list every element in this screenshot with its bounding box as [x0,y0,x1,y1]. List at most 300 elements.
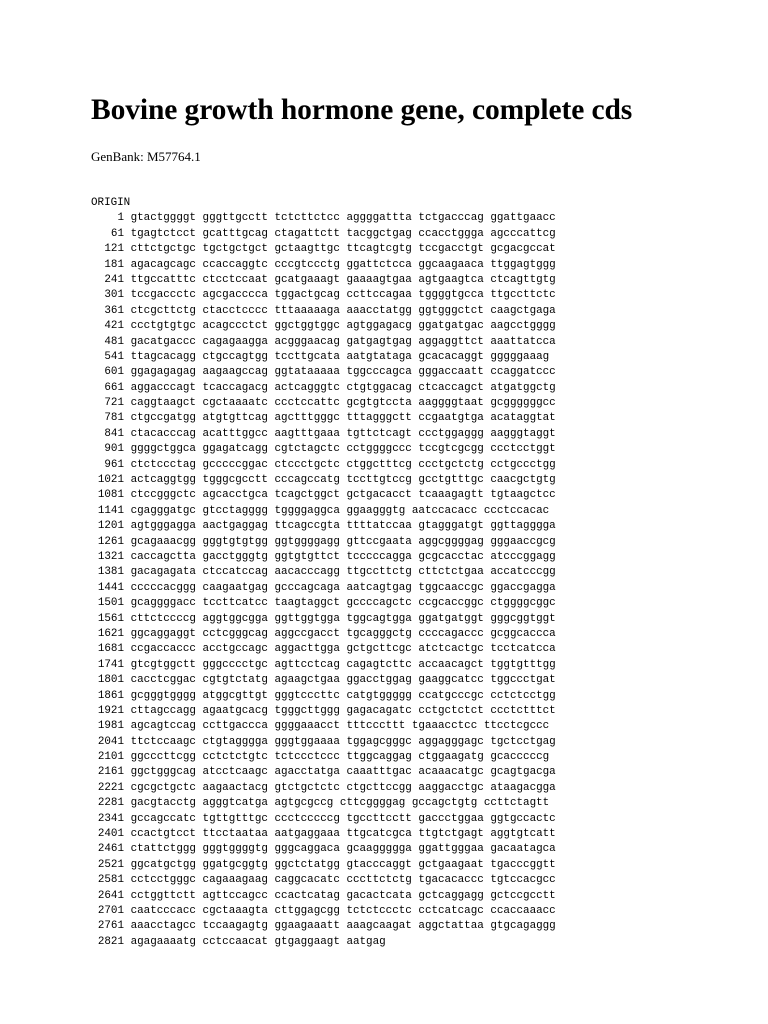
sequence-chunk: tcagctggct [274,489,340,502]
sequence-chunk: ggttggtgga [274,612,340,625]
sequence-chunk: aactgaggag [202,520,268,533]
sequence-chunk: agcacctgca [202,489,268,502]
sequence-chunk: gacatgaccc [130,335,196,348]
sequence-row [91,519,556,534]
sequence-chunk: taagtaggct [274,597,340,610]
sequence-row [91,304,556,319]
sequence-chunk: ggttagggga [490,520,556,533]
sequence-chunk: tgttctcagt [346,427,412,440]
sequence-row [91,488,556,503]
sequence-chunk: ttctccaagc [130,735,196,748]
sequence-chunk: tgacacaccc [418,874,484,887]
sequence-position: 781 [104,412,124,425]
sequence-chunk: ccctccattc [274,397,340,410]
sequence-chunk: ggagagagag [130,366,196,379]
sequence-row [91,288,556,303]
sequence-position: 721 [104,397,124,410]
sequence-row [91,365,556,380]
sequence-chunk: ggcccttcgg [130,751,196,764]
sequence-chunk: cttctctgaa [418,566,484,579]
sequence-chunk: ggacctggag [346,674,412,687]
sequence-chunk: aggcggggag [418,535,484,548]
sequence-position: 2701 [97,904,124,917]
sequence-chunk: tttagggctt [346,412,412,425]
sequence-position: 361 [104,304,124,317]
sequence-chunk: ggagatcagg [202,443,268,456]
sequence-chunk: agacagcagc [130,258,196,271]
accession-number: GenBank: M57764.1 [91,149,201,164]
sequence-chunk: cccagccatg [274,474,340,487]
sequence-chunk: ccaccaggtc [202,258,268,271]
sequence-chunk: gggggaaag [490,350,550,363]
sequence-chunk: ttcagccgta [274,520,340,533]
sequence-chunk: aacacccagg [274,566,340,579]
sequence-chunk: cctgctctct [418,704,484,717]
sequence-chunk: gcggcaccca [490,627,556,640]
sequence-chunk: tgcagggctg [346,627,412,640]
sequence-chunk: ggcaagaaca [418,258,484,271]
sequence-position: 181 [104,258,124,271]
sequence-chunk: atgatggctg [490,381,556,394]
sequence-chunk: ctcaccagct [418,381,484,394]
sequence-chunk: tctccctccc [274,751,340,764]
sequence-chunk: ccctcccccg [274,812,340,825]
sequence-chunk: tgccttcctt [346,812,412,825]
sequence-chunk: ggtggggagg [274,535,340,548]
sequence-row [91,935,556,950]
sequence-chunk: gtgcagaggg [490,920,556,933]
sequence-chunk: gctgaagaat [418,858,484,871]
sequence-chunk: aggagggagc [418,735,484,748]
sequence-chunk: tctctccctc [346,904,412,917]
sequence-chunk: acctgccagc [202,643,268,656]
sequence-position: 1321 [97,550,124,563]
sequence-chunk: gcgggtgggg [130,689,196,702]
sequence-chunk: aatccacacc [411,504,478,517]
sequence-chunk: aagaactacg [202,781,268,794]
sequence-chunk: tggcagtgga [346,612,412,625]
sequence-chunk: cctgccctgg [490,458,556,471]
sequence-row [91,350,556,365]
sequence-chunk: ttgccttctc [490,289,556,302]
sequence-position: 2761 [97,920,124,933]
sequence-chunk: aaggacctgc [418,781,484,794]
sequence-row [91,873,556,888]
sequence-position: 1801 [97,674,124,687]
sequence-chunk: tggagcgggc [346,735,412,748]
sequence-row [91,889,556,904]
sequence-chunk: gcgcacctac [418,550,484,563]
sequence-position: 301 [104,289,124,302]
sequence-position: 1021 [97,474,124,487]
sequence-chunk: ccacctggga [418,227,484,240]
sequence-chunk: aatcagtgag [346,581,412,594]
sequence-chunk: tccttgtccg [346,474,412,487]
sequence-row [91,904,556,919]
sequence-chunk: gctgcttcgc [346,643,412,656]
sequence-chunk: ggctggtggc [274,320,340,333]
sequence-chunk: agcgacccca [202,289,268,302]
sequence-chunk: actcaggtgg [130,474,196,487]
sequence-chunk: ccctggaggg [418,427,484,440]
sequence-chunk: ccaccaaacc [490,904,556,917]
sequence-chunk: accatcccgg [490,566,556,579]
sequence-position: 1 [117,212,124,225]
sequence-chunk: gggcccctgc [202,658,268,671]
sequence-chunk: ataagacgga [490,781,556,794]
sequence-chunk: gcaaggggga [346,843,412,856]
sequence-chunk: tgctcctgag [490,735,556,748]
sequence-chunk: ggattctcca [346,258,412,271]
sequence-row [91,211,556,226]
sequence-chunk: caggtaagct [130,397,196,410]
sequence-chunk: gggtgtgtgg [202,535,268,548]
sequence-chunk: aggggattta [346,212,412,225]
sequence-position: 1081 [97,489,124,502]
sequence-chunk: gcacacaggt [418,350,484,363]
sequence-row [91,658,556,673]
sequence-chunk: ttcctaataa [202,828,268,841]
sequence-position: 961 [104,458,124,471]
sequence-chunk: gcgacgccat [490,243,556,256]
sequence-chunk: gaaggcatcc [418,674,484,687]
sequence-chunk: cctctcctgg [490,689,556,702]
sequence-chunk: gccagccatc [130,812,196,825]
sequence-row [91,242,556,257]
sequence-chunk: actcagggtc [274,381,340,394]
sequence-chunk: agaatgcacg [202,704,268,717]
sequence-chunk: aaattatcca [490,335,556,348]
sequence-chunk: ctccgggctc [130,489,196,502]
sequence-position: 2821 [97,935,124,948]
sequence-chunk: cagagtcttc [346,658,412,671]
sequence-chunk: aagcctgggg [490,320,556,333]
sequence-chunk: atctcactgc [418,643,484,656]
sequence-chunk: gacaatagca [490,843,556,856]
sequence-chunk: ccctccacac [483,504,550,517]
sequence-chunk: ggcaggaggt [130,627,196,640]
sequence-chunk: ctctccctag [130,458,196,471]
sequence-chunk: cagaaagaag [202,874,268,887]
sequence-chunk: aggtgtcatt [490,828,556,841]
sequence-chunk: ctcctccaat [202,273,268,286]
sequence-chunk: ctgccgatgg [130,412,196,425]
sequence-chunk: ccccagaccc [418,627,484,640]
sequence-chunk: cgtctagctc [274,443,340,456]
sequence-chunk: tgctgctgct [202,243,268,256]
sequence-chunk: ctgtagggga [202,735,268,748]
sequence-position: 2101 [97,751,124,764]
sequence-chunk: aagggtaggt [490,427,556,440]
sequence-row [91,642,556,657]
sequence-position: 1261 [97,535,124,548]
sequence-chunk: tttcccttt [346,720,406,733]
sequence-chunk: ccaggatccc [490,366,556,379]
sequence-chunk: tctcttctcc [274,212,340,225]
sequence-chunk: gggtggaaaa [274,735,340,748]
sequence-chunk: ggattgaacc [490,212,556,225]
sequence-chunk: ggggaaacct [274,720,340,733]
sequence-chunk: agtgggagga [130,520,196,533]
sequence-chunk: ggaagaaatt [274,920,340,933]
sequence-position: 661 [104,381,124,394]
sequence-chunk: cgcgctgctc [130,781,196,794]
sequence-chunk: aggccgacct [274,627,340,640]
sequence-chunk: acaaacatgc [418,766,484,779]
sequence-chunk: gtctgctctc [274,781,340,794]
sequence-row [91,596,556,611]
sequence-row [91,750,556,765]
sequence-chunk: atggcgttgt [202,689,268,702]
sequence-position: 2401 [97,828,124,841]
sequence-position: 1681 [97,643,124,656]
sequence-position: 1561 [97,612,124,625]
sequence-chunk: cgctaaaatc [202,397,268,410]
sequence-chunk: agcagtccag [130,720,196,733]
sequence-chunk: cctcgggcag [202,627,268,640]
sequence-chunk: ccactgtcct [130,828,196,841]
sequence-row [91,919,556,934]
sequence-chunk: acagccctct [202,320,268,333]
sequence-position: 2461 [97,843,124,856]
sequence-chunk: ctacacccag [130,427,196,440]
sequence-chunk: ctgccagtgg [202,350,268,363]
sequence-chunk: tctgacccag [418,212,484,225]
sequence-chunk: cttagccagg [130,704,196,717]
sequence-row [91,842,556,857]
sequence-chunk: ggggctggca [130,443,196,456]
sequence-chunk: ttttatccaa [346,520,412,533]
sequence-row [91,627,556,642]
sequence-chunk: agtgcgccg [274,797,334,810]
sequence-chunk: acataggtat [490,412,556,425]
sequence-chunk: ggatgcggtg [202,858,268,871]
sequence-position: 1201 [97,520,124,533]
sequence-chunk: aaacctagcc [130,920,196,933]
sequence-position: 481 [104,335,124,348]
sequence-chunk: tggactgcag [274,289,340,302]
sequence-chunk: cacctcggac [130,674,196,687]
sequence-chunk: ccctgtgtgc [130,320,196,333]
sequence-chunk: agttcctcag [274,658,340,671]
sequence-chunk: gcccccggac [202,458,268,471]
sequence-position: 61 [110,227,124,240]
sequence-row [91,612,556,627]
sequence-row [91,258,556,273]
sequence-chunk: cgtgtctatg [202,674,268,687]
sequence-row [91,381,556,396]
sequence-chunk: agtgaagtca [418,273,484,286]
sequence-chunk: tccaagagtg [202,920,268,933]
sequence-position: 1381 [97,566,124,579]
sequence-chunk: caaatttgac [346,766,412,779]
sequence-chunk: gcctgtttgc [418,474,484,487]
sequence-chunk: cttggagcgg [274,904,340,917]
sequence-chunk: aaacctatgg [346,304,412,317]
sequence-chunk: gggttgcctt [202,212,268,225]
sequence-row [91,227,556,242]
sequence-chunk: ccctcctggt [490,443,556,456]
sequence-chunk: gggtcccttc [274,689,340,702]
sequence-chunk: aagtttgaaa [274,427,340,440]
sequence-chunk: aggaggttct [418,335,484,348]
sequence-position: 1141 [97,504,124,517]
sequence-chunk: tttaaaaaga [274,304,340,317]
sequence-chunk: gctcaggagg [418,889,484,902]
sequence-chunk: tggggaggca [274,504,340,517]
sequence-chunk: tccttgcata [274,350,340,363]
sequence-chunk: aaggggtaat [418,397,484,410]
sequence-chunk: ccgaatgtga [418,412,484,425]
sequence-chunk: ctcagttgtg [490,273,556,286]
sequence-chunk: ctggaagatg [418,751,484,764]
sequence-chunk: acatttggcc [202,427,268,440]
sequence-chunk: ctccctgctc [274,458,340,471]
sequence-row [91,812,556,827]
sequence-chunk: tgttgtttgc [202,812,268,825]
sequence-chunk: cctcctgggc [130,874,196,887]
sequence-chunk: cttctgctgc [130,243,196,256]
sequence-chunk: cctggggccc [346,443,412,456]
sequence-chunk: ttgccatttc [130,273,196,286]
sequence-position: 121 [104,243,124,256]
sequence-chunk: ggcatgctgg [130,858,196,871]
sequence-chunk: atgtgttcag [202,412,268,425]
sequence-chunk: tcccccagga [346,550,412,563]
sequence-chunk: gcgtgtccta [346,397,412,410]
sequence-chunk: gcagtgacga [490,766,556,779]
sequence-chunk: acgggaacag [274,335,340,348]
sequence-row [91,689,556,704]
sequence-position: 2281 [97,797,124,810]
sequence-position: 2581 [97,874,124,887]
sequence-position: 1741 [97,658,124,671]
sequence-position: 241 [104,273,124,286]
sequence-chunk: cgagggatgc [130,504,196,517]
sequence-chunk: gcagaaacgg [130,535,196,548]
sequence-chunk: tggggtgcca [418,289,484,302]
sequence-chunk: ccttctagtt [483,797,550,810]
sequence-chunk: agcccattcg [490,227,556,240]
sequence-chunk: ctacctcccc [202,304,268,317]
sequence-position: 2041 [97,735,124,748]
sequence-chunk: gctccgcctt [490,889,556,902]
sequence-chunk: ggaccgagga [490,581,556,594]
sequence-chunk: caatcccacc [130,904,196,917]
sequence-chunk: ggatgatggt [418,612,484,625]
sequence-chunk: tgtccacgcc [490,874,556,887]
sequence-chunk: gagacagatc [346,704,412,717]
sequence-chunk: cctccaacat [202,935,268,948]
sequence-chunk: caagaatgag [202,581,268,594]
sequence-chunk: cctcatcagc [418,904,484,917]
sequence-chunk: gcacccccg [490,751,550,764]
sequence-chunk: tcaccagacg [202,381,268,394]
sequence-chunk: ggaagggtg [346,504,406,517]
sequence-chunk: tgtaagctcc [490,489,556,502]
sequence-chunk: tcaaagagtt [418,489,484,502]
sequence-chunk: atcccggagg [490,550,556,563]
sequence-chunk: gtactggggt [130,212,196,225]
sequence-chunk: cctggttctt [130,889,196,902]
sequence-position: 1621 [97,627,124,640]
sequence-chunk: aatgtataga [346,350,412,363]
sequence-chunk: ccctgctctg [418,458,484,471]
sequence-chunk: ggtgccactc [490,812,556,825]
sequence-chunk: gcggggggcc [490,397,556,410]
sequence-row [91,858,556,873]
origin-label: ORIGIN [91,197,131,209]
sequence-row [91,473,556,488]
sequence-chunk: gtcctagggg [202,504,268,517]
sequence-chunk: agctttgggc [274,412,340,425]
sequence-position: 1981 [97,720,124,733]
sequence-chunk: gacagagata [130,566,196,579]
sequence-row [91,427,556,442]
sequence-chunk: aagaagccag [202,366,268,379]
sequence-chunk: cgctaaagta [202,904,268,917]
sequence-chunk: tggccctgat [490,674,556,687]
sequence-chunk: cttcggggag [339,797,406,810]
sequence-row [91,673,556,688]
sequence-chunk: caacgctgtg [490,474,556,487]
sequence-chunk: agagaaaatg [130,935,196,948]
sequence-chunk: gctaagttgc [274,243,340,256]
sequence-chunk: tgaaacctcc [411,720,478,733]
sequence-chunk: agtggagacg [346,320,412,333]
sequence-position: 421 [104,320,124,333]
sequence-chunk: tccgtcgcgg [418,443,484,456]
sequence-chunk: gcaggggacc [130,597,196,610]
sequence-row [91,781,556,796]
sequence-position: 2161 [97,766,124,779]
sequence-chunk: agttccagcc [202,889,268,902]
sequence-chunk: tgggcttggg [274,704,340,717]
sequence-position: 601 [104,366,124,379]
sequence-chunk: gggaaccgcg [490,535,556,548]
sequence-chunk: ctgtggacag [346,381,412,394]
sequence-chunk: tccttcatcc [202,597,268,610]
sequence-chunk: ctccatccag [202,566,268,579]
sequence-chunk: agggtcatga [202,797,268,810]
sequence-chunk: gacactcata [346,889,412,902]
sequence-chunk: ctggggcggc [490,597,556,610]
sequence-chunk: ctattctggg [130,843,196,856]
sequence-chunk: ggtgtgttct [274,550,340,563]
sequence-chunk: aatgaggaaa [274,828,340,841]
sequence-position: 2341 [97,812,124,825]
sequence-chunk: gaccctggaa [418,812,484,825]
sequence-chunk: tccgacctgt [418,243,484,256]
sequence-row [91,535,556,550]
sequence-row [91,335,556,350]
sequence-position: 541 [104,350,124,363]
sequence-chunk: ggctgggcag [130,766,196,779]
sequence-chunk: gcatttgcag [202,227,268,240]
sequence-chunk: ggtgggctct [418,304,484,317]
sequence-chunk: tacggctgag [346,227,412,240]
sequence-position: 1921 [97,704,124,717]
sequence-chunk: aggctattaa [418,920,484,933]
sequence-chunk: agaagctgaa [274,674,340,687]
sequence-chunk: tggcccagca [346,366,412,379]
sequence-chunk: gtacccaggt [346,858,412,871]
sequence-chunk: aggacccagt [130,381,196,394]
sequence-row [91,581,556,596]
sequence-chunk: cttctccccg [130,612,196,625]
sequence-chunk: ggtataaaaa [274,366,340,379]
sequence-chunk: atcctcaagc [202,766,268,779]
